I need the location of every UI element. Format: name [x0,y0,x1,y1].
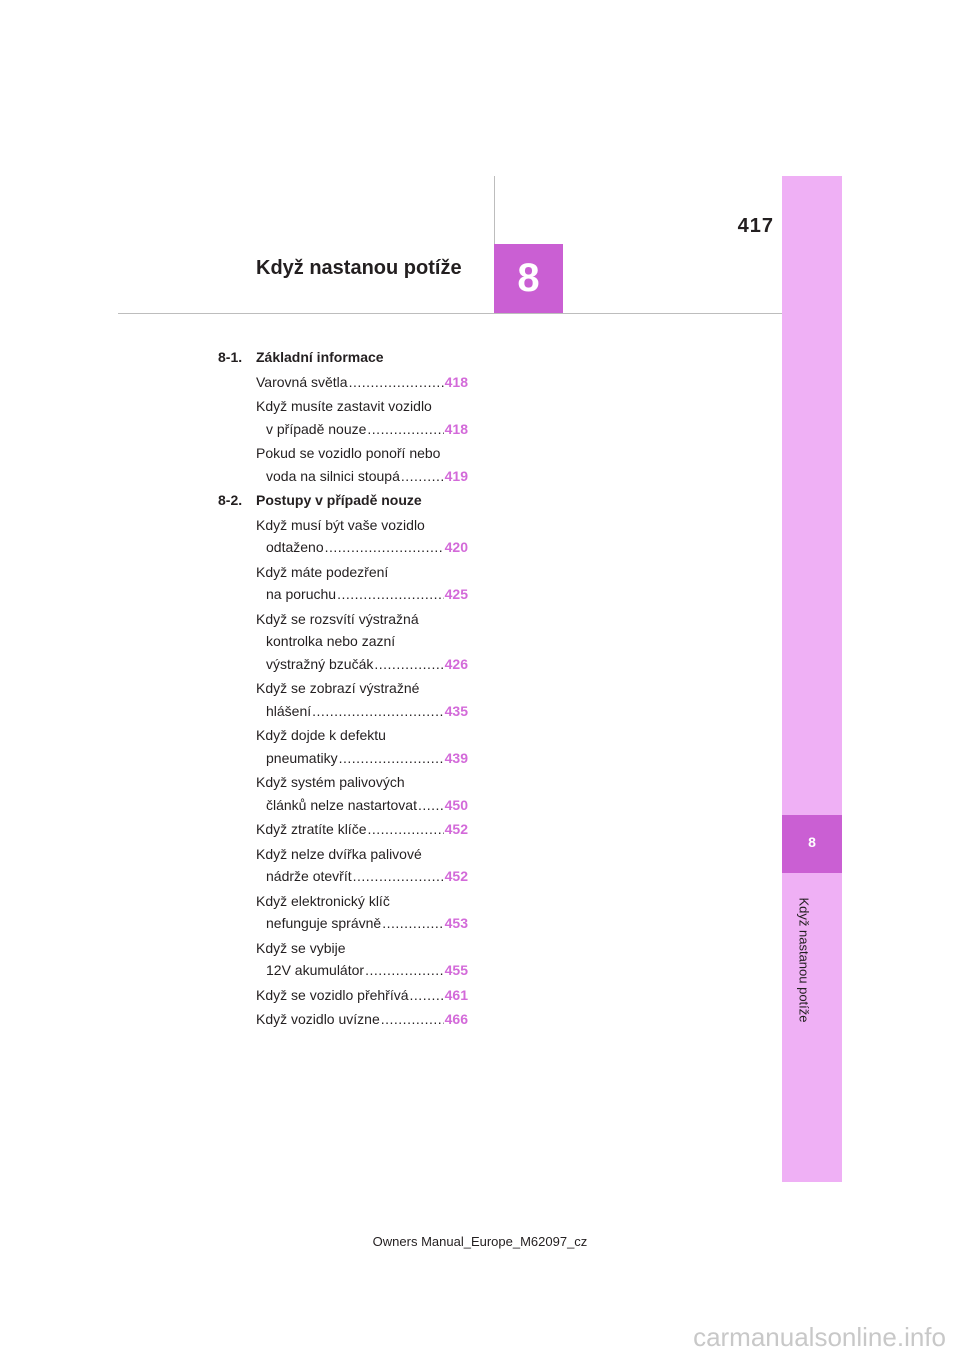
toc-entry-line [256,747,468,770]
dot-leader [325,536,444,559]
dot-leader [367,418,443,441]
dot-leader [418,794,444,817]
toc-entry[interactable] [256,561,468,606]
toc-entry-line [256,865,468,888]
dot-leader [410,984,444,1007]
toc-entry-line [256,1008,468,1031]
toc-entry-text: Když se zobrazí výstražné [256,680,420,696]
dot-leader [367,818,443,841]
dot-leader [382,912,443,935]
toc-entry-text: Když se rozsvítí výstražná [256,610,419,627]
dot-leader [381,1008,444,1031]
toc-section-heading [218,489,468,512]
toc-entry-line [256,771,468,794]
dot-leader [312,700,443,723]
toc-entry[interactable] [256,818,468,841]
page-link[interactable]: 418 [444,373,468,390]
section-title: Základní informace [256,349,384,365]
page-link[interactable]: 426 [444,655,468,672]
toc-entry-text: Když elektronický klíč [256,892,390,909]
toc-entry-text: Když ztratíte klíče [256,821,367,837]
side-tab [782,176,842,1182]
toc-entry-line [256,653,468,676]
toc-entry-text: na poruchu [266,586,337,602]
toc-entry-line [256,794,468,817]
side-tab-number: 8 [808,834,816,850]
toc-entry-line [256,677,468,700]
toc-entry-text: nefunguje správně [266,915,382,931]
section-number: 8-2. [218,492,243,508]
toc-entry-line [256,890,468,913]
toc-entry[interactable] [256,514,468,559]
toc-entry-line [256,536,468,559]
toc-entry-line [256,912,468,935]
toc-entry-text: odtaženo [266,539,324,555]
table-of-contents [218,346,468,1031]
toc-entry-text: výstražný bzučák [266,655,374,672]
toc-entry-text: Když se vybije [256,939,346,956]
toc-entry-line [256,465,468,488]
page-link[interactable]: 425 [444,586,468,602]
page-link[interactable]: 439 [444,749,468,766]
toc-entry-text: nádrže otevřít [266,868,352,884]
toc-entry[interactable] [256,395,468,440]
toc-entry-text: kontrolka nebo zazní [266,633,396,649]
toc-entry-line [256,984,468,1007]
page-link[interactable]: 452 [444,821,468,837]
header-rule [118,313,782,314]
page-link[interactable]: 419 [444,467,468,484]
page-link[interactable]: 455 [444,962,468,978]
toc-entry-text: Když vozidlo uvízne [256,1011,380,1027]
toc-entry-text: Když musí být vaše vozidlo [256,516,425,533]
toc-entry-text: v případě nouze [266,420,367,437]
dot-leader [374,653,443,676]
toc-entry[interactable] [256,890,468,935]
toc-entry[interactable] [256,724,468,769]
page-link[interactable]: 435 [444,702,468,719]
toc-entry-text: Když se vozidlo přehřívá [256,986,409,1003]
section-number: 8-1. [218,349,243,365]
toc-entry[interactable] [256,937,468,982]
dot-leader [401,465,444,488]
page-link[interactable]: 461 [444,986,468,1003]
dot-leader [339,747,444,770]
dot-leader [337,583,444,606]
toc-entry-text: článků nelze nastartovat [266,796,417,813]
toc-entry[interactable] [256,608,468,676]
toc-entry-line [256,700,468,723]
page-link[interactable]: 466 [444,1011,468,1027]
toc-entry-line [256,724,468,747]
footer-text: Owners Manual_Europe_M62097_cz [372,1234,588,1249]
toc-entry-line [256,818,468,841]
toc-entry-text: Když musíte zastavit vozidlo [256,398,432,414]
toc-entry[interactable] [256,1008,468,1031]
toc-entry[interactable] [256,371,468,394]
toc-entry-line [256,514,468,537]
toc-entry-line [256,561,468,584]
toc-entry-line [256,608,468,631]
dot-leader [365,959,444,982]
toc-entry-text: Pokud se vozidlo ponoří nebo [256,445,441,461]
page-link[interactable]: 420 [444,539,468,555]
toc-entry[interactable] [256,442,468,487]
toc-entry-text: Když systém palivových [256,774,405,790]
vertical-rule [494,176,495,244]
toc-entry-text: Varovná světla [256,373,348,390]
toc-entry[interactable] [256,984,468,1007]
dot-leader [353,865,444,888]
dot-leader [349,371,444,394]
side-tab-label: Když nastanou potíže [796,897,812,1023]
toc-entry-line [256,395,468,418]
toc-entry-text: Když nelze dvířka palivové [256,845,422,862]
toc-entry-line [256,843,468,866]
watermark: carmanualsonline.info [693,1322,946,1352]
page-link[interactable]: 450 [444,796,468,813]
chapter-number-box: 8 [494,244,563,313]
toc-entry-line [256,630,468,653]
toc-entry-text: Když máte podezření [256,563,389,580]
toc-entry-line [256,418,468,441]
chapter-title: Když nastanou potíže [256,257,462,279]
page-number: 417 [737,215,774,237]
toc-entry-text: pneumatiky [266,749,338,766]
toc-entry-line [256,937,468,960]
toc-entry-line [256,371,468,394]
toc-entry-line [256,442,468,465]
toc-entry-text: 12V akumulátor [266,962,365,978]
toc-entry[interactable] [256,677,468,722]
section-title: Postupy v případě nouze [256,492,422,508]
toc-entry-text: voda na silnici stoupá [266,467,400,484]
toc-entry-line [256,583,468,606]
page-link[interactable]: 453 [444,915,468,931]
toc-entry-text: hlášení [266,702,312,719]
toc-section-heading [218,346,468,369]
page-link[interactable]: 452 [444,868,468,884]
page-link[interactable]: 418 [444,420,468,437]
toc-entry[interactable] [256,843,468,888]
toc-entry-line [256,959,468,982]
toc-entry[interactable] [256,771,468,816]
toc-entry-text: Když dojde k defektu [256,727,386,743]
